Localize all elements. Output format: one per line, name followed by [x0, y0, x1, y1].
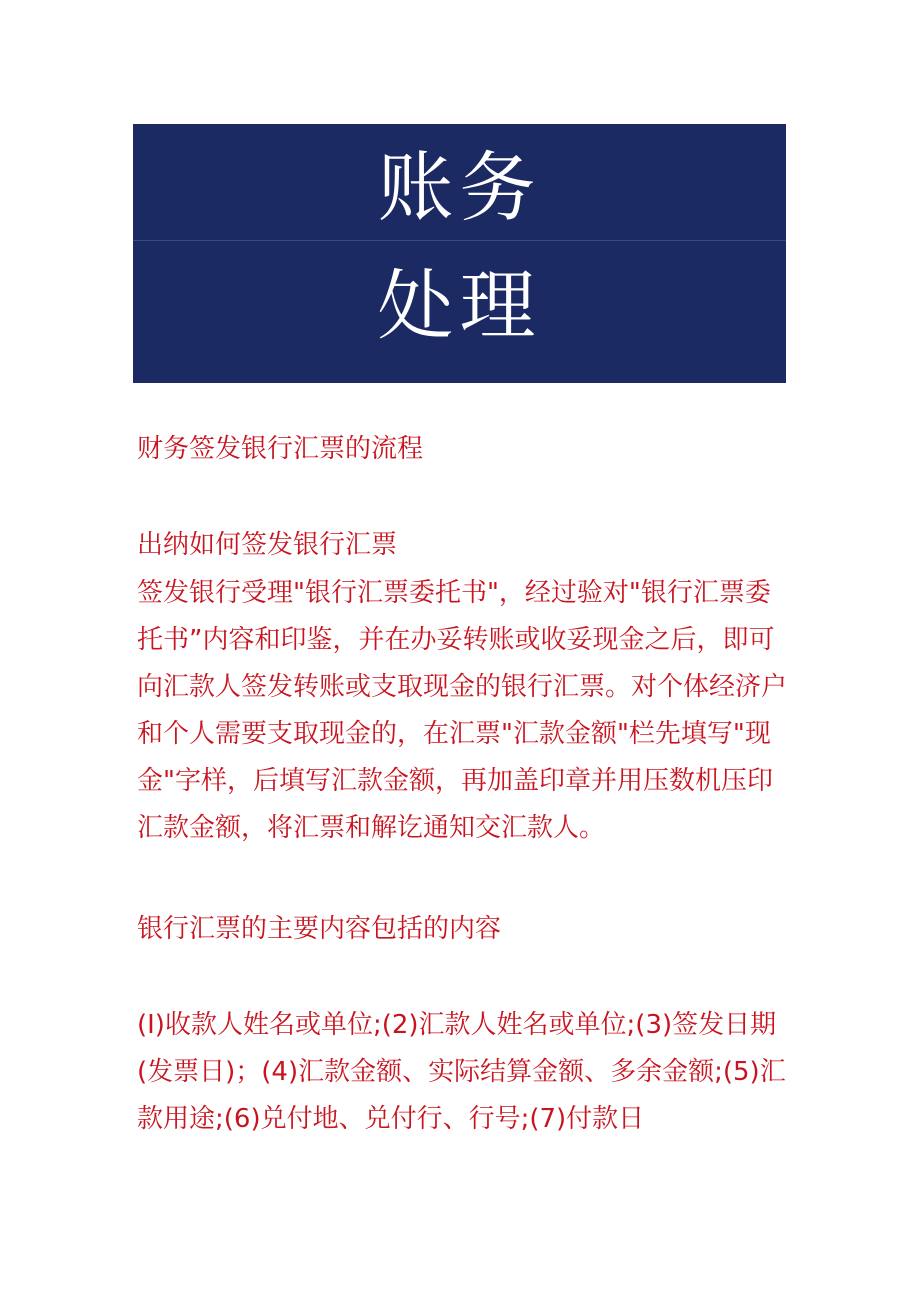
paragraph-draft-contents: (I)收款人姓名或单位;(2)汇款人姓名或单位;(3)签发日期(发票日)；(4)汇款金额、实际结算金额、多余金额;(5)汇款用途;(6)兑付地、兑付行、行号;(7)付款日: [137, 1010, 786, 1134]
title-banner: [133, 124, 786, 383]
paragraph-issue-procedure: 签发银行受理"银行汇票委托书"，经过验对"银行汇票委托书”内容和印鉴，并在办妥转账或收妥现金之后，即可向汇款人签发转账或支取现金的银行汇票。对个体经济户和个人需要支取现金的，在汇票"汇款金额"栏先填写"现金"字样，后填写汇款金额，再加盖印章并用压数机压印汇款金额，将汇票和解讫通知交汇款人。: [137, 578, 788, 843]
document-title: 财务签发银行汇票的流程: [137, 434, 424, 464]
banner-divider: [133, 240, 786, 241]
banner-title-line-1: 账务: [377, 143, 542, 232]
banner-title-line-2: 处理: [377, 261, 542, 350]
section-heading-issue-draft: 出纳如何签发银行汇票: [137, 530, 398, 560]
section-heading-draft-contents: 银行汇票的主要内容包括的内容: [137, 914, 502, 944]
